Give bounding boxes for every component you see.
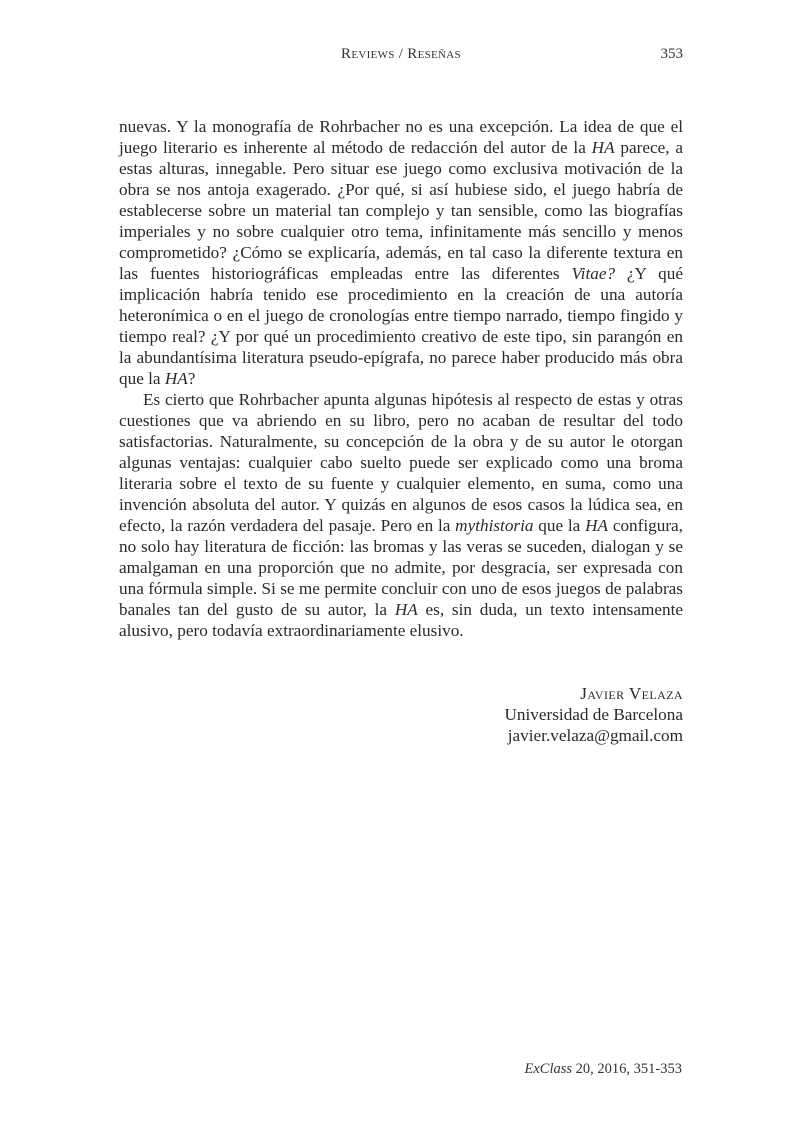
- italic-text: HA: [164, 369, 188, 388]
- italic-text: mythistoria: [455, 516, 534, 535]
- paragraph: [119, 389, 683, 641]
- text-segment: es, sin duda, un texto intensamente alusivo, pero todavía extraordinariamente elusivo.: [119, 600, 683, 640]
- text-segment: ?: [187, 369, 196, 388]
- text-segment: ¿Y qué implicación habría tenido ese procedimiento en la creación de una autoría heteronímica o en el juego de cronologías entre tiempo narrado, tiempo fingido y tiempo real? ¿Y por qué un procedimiento creativo de este tipo, sin parangón en la abundantísima literatura pseudo-epígrafa, no parece haber producido más obra que la: [119, 264, 684, 388]
- text-segment: Es cierto que Rohrbacher apunta algunas hipótesis al respecto de estas y otras cuestiones que va abriendo en su libro, pero no acaban de resultar del todo satisfactorias. Naturalmente, su concepción de la obra y de su autor le otorgan algunas ventajas: cualquier cabo suelto puede ser explicado como una broma literaria sobre el texto de su fuente y cualquier elemento, en suma, como una invención absoluta del autor. Y quizás en algunos de esos casos la lúdica sea, en efecto, la razón verdadera del pasaje. Pero en la: [119, 390, 683, 535]
- body-text: [119, 116, 683, 641]
- paragraph: [119, 116, 683, 389]
- journal-footer: [525, 1061, 683, 1078]
- page-number: 353: [660, 46, 683, 62]
- italic-text: HA: [585, 516, 609, 535]
- journal-name: ExClass: [524, 1061, 573, 1077]
- journal-citation: 20, 2016, 351-353: [572, 1061, 682, 1077]
- text-segment: que la: [533, 516, 586, 535]
- text-segment: parece, a estas alturas, innegable. Pero situar ese juego como exclusiva motivación de la obra se nos antoja exagerado. ¿Por qué, si así hubiese sido, el juego habría de establecerse sobre un material tan complejo y tan sensible, como las biografías imperiales y no sobre cualquier otro tema, infinitamente más sencillo y menos comprometido? ¿Cómo se explicaría, además, en tal caso la diferente textura en las fuentes historiográficas empleadas entre las diferentes: [119, 138, 683, 283]
- italic-text: Vitae?: [571, 264, 616, 283]
- running-title: Reviews / Reseñas: [341, 46, 461, 62]
- text-segment: nuevas. Y la monografía de Rohrbacher no es una excepción. La idea de que el juego literario es inherente al método de redacción del autor de la: [119, 117, 683, 157]
- author-email: javier.velaza@gmail.com: [507, 726, 683, 745]
- italic-text: HA: [591, 138, 615, 157]
- author-name: Javier Velaza: [580, 684, 683, 703]
- italic-text: HA: [394, 600, 418, 619]
- text-segment: configura, no solo hay literatura de ficción: las bromas y las veras se suceden, dialogan y se amalgaman en una proporción que no admite, por desgracia, ser expresada con una fórmula simple. Si se me permite concluir con uno de esos juegos de palabras banales tan del gusto de su autor, la: [119, 516, 683, 619]
- signature-block: [505, 683, 684, 746]
- author-affiliation: Universidad de Barcelona: [504, 705, 683, 724]
- running-head: [119, 46, 683, 68]
